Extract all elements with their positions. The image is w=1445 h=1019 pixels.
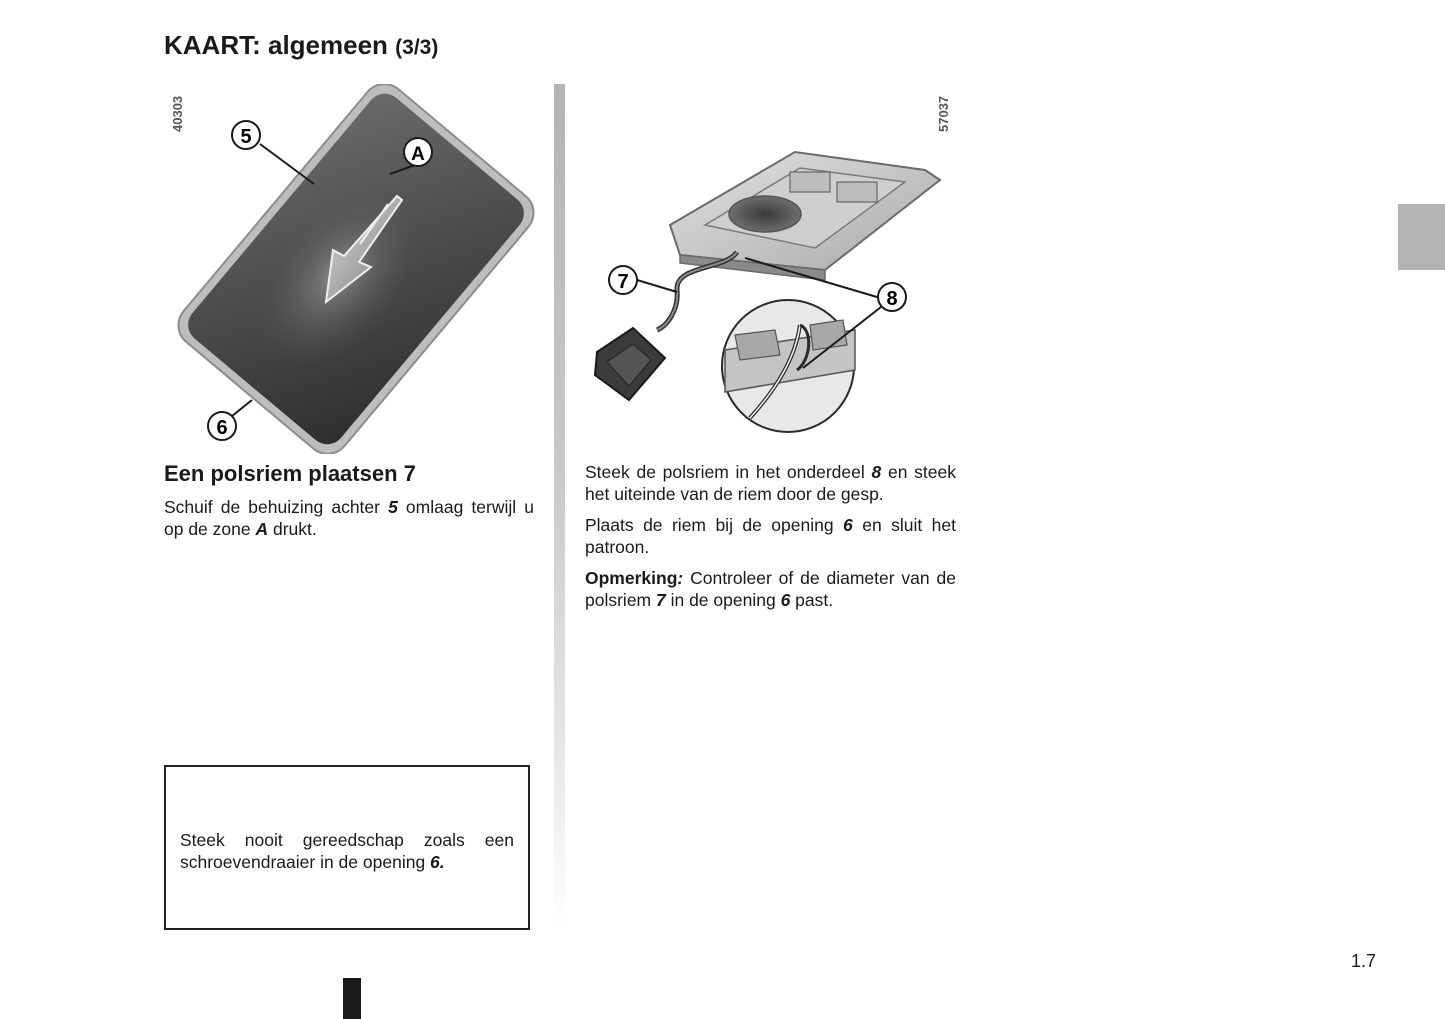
callout-5: 5 <box>240 126 252 148</box>
instruction-paragraph-1: Steek de polsriem in het onderdeel 8 en steek het uiteinde van de riem door de gesp. <box>585 462 956 504</box>
instruction-paragraph-left: Schuif de behuizing achter 5 omlaag terwijl u op de zone A drukt. <box>164 497 534 539</box>
callout-8: 8 <box>886 288 898 310</box>
chapter-tab <box>1398 204 1445 270</box>
callout-6: 6 <box>216 417 228 439</box>
section-heading: Een polsriem plaatsen 7 <box>164 461 416 486</box>
note-paragraph: Opmerking: Controleer of de diameter van de polsriem 7 in de opening 6 past. <box>585 568 956 610</box>
bottom-marker-bar <box>343 978 361 1019</box>
figure-code-right: 57037 <box>936 95 951 132</box>
page-title-text: KAART: algemeen <box>164 30 388 60</box>
page-number: 1.7 <box>1351 951 1377 971</box>
detail-zoom-circle <box>722 300 855 432</box>
instruction-paragraph-2: Plaats de riem bij de opening 6 en sluit het patroon. <box>585 515 956 557</box>
column-divider <box>554 84 565 929</box>
page-title-suffix: (3/3) <box>395 36 439 59</box>
figure-code-left: 40303 <box>170 95 185 132</box>
page-title <box>164 30 438 61</box>
warning-text: Steek nooit gereedschap zoals een schroevendraaier in de opening 6. <box>180 830 514 872</box>
key-card-illustration <box>164 84 544 454</box>
warning-box <box>164 765 530 930</box>
callout-a: A <box>411 144 425 165</box>
strap-connector <box>595 328 665 400</box>
card-tray <box>670 152 940 280</box>
note-label: Opmerking <box>585 568 678 588</box>
callout-7: 7 <box>617 271 629 293</box>
strap-illustration <box>585 130 955 440</box>
